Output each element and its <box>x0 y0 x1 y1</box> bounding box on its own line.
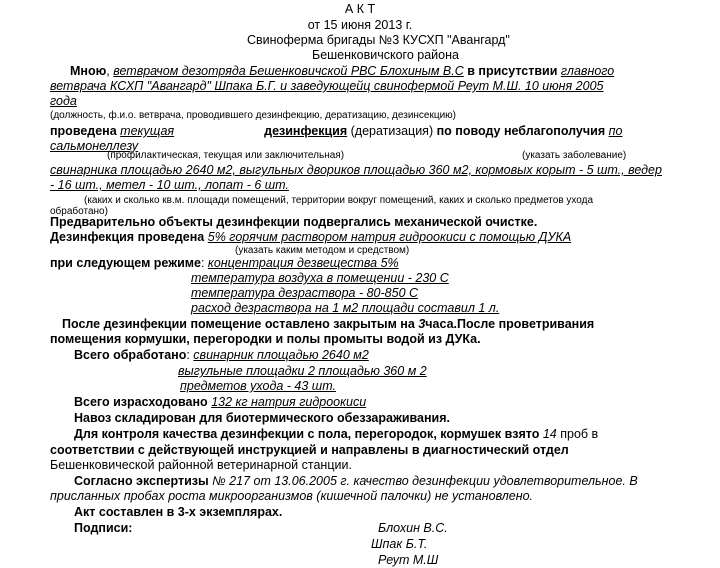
intro-line-1: Мною, ветврачом дезотряда Бешенковичской РВС Блохиным В.С в присутствии главного <box>70 64 615 78</box>
doc-district: Бешенковичского района <box>312 48 459 62</box>
conducted-label: проведена <box>50 124 117 138</box>
presence-label: в присутствии <box>467 64 558 78</box>
signature-3: Реут М.Ш <box>378 553 439 567</box>
after-line-2: помещения кормушки, перегородки и полы промыты водой из ДУКа. <box>50 332 481 346</box>
spent-line <box>74 395 366 410</box>
reason-value-2: сальмонеллезу <box>50 139 139 153</box>
after-text-2: часа.После проветривания <box>425 317 595 331</box>
hint-disease: (указать заболевание) <box>522 150 627 161</box>
control-text-1: Для контроля качества дезинфекции с пола, перегородок, кормушек взято <box>74 427 540 441</box>
control-line-1 <box>74 427 598 442</box>
spent-label: Всего израсходовано <box>74 395 208 409</box>
spent-value: 132 кг натрия гидроокиси <box>211 395 367 409</box>
method-hint: (указать каким методом и средством) <box>235 245 410 256</box>
copies: Акт составлен в 3-х экземплярах. <box>74 505 283 519</box>
mode-line-2: температура дезраствора - 80-850 С <box>191 286 419 300</box>
control-line-2: соответствии с действующей инструкцией и направлены в диагностический отдел <box>50 443 569 457</box>
conducted-line <box>50 124 622 139</box>
mode-line: при следующем режиме: концентрация дезвещества 5% <box>50 256 399 270</box>
manure: Навоз складирован для биотермического обеззараживания. <box>74 411 450 425</box>
mode-label: при следующем режиме <box>50 256 201 270</box>
after-hours: 3 <box>418 317 426 331</box>
doc-date: от 15 июня 2013 г. <box>307 18 413 32</box>
total-label: Всего обработано <box>74 348 187 362</box>
doc-title: А К Т <box>344 2 376 16</box>
mode-line-0: концентрация дезвещества 5% <box>207 256 399 270</box>
conducted-kind: дезинфекция <box>264 124 348 138</box>
reason-value-1: по <box>608 124 623 138</box>
hint-type: (профилактическая, текущая или заключительная) <box>107 150 345 161</box>
control-line-3: Бешенковической районной ветеринарной станции. <box>50 458 352 472</box>
by-label: Мною <box>70 64 107 78</box>
control-count: 14 <box>542 427 557 441</box>
total-line-2: предметов ухода - 43 шт. <box>180 379 336 393</box>
expert-text-1: № 217 от 13.06.2005 г. качество дезинфекции удовлетворительное. В <box>212 474 638 488</box>
method-value: 5% горячим раствором натрия гидроокиси с помощью ДУКА <box>207 230 572 244</box>
presence-value-3: года <box>50 94 77 108</box>
objects-line-2: - 16 шт., метел - 10 шт., лопат - 6 шт. <box>50 178 289 192</box>
doc-org: Свиноферма бригады №3 КУСХП "Авангард" <box>247 33 510 47</box>
expert-line-1 <box>74 474 638 489</box>
reason-label: по поводу неблагополучия <box>436 124 606 138</box>
method-label: Дезинфекция проведена <box>50 230 205 244</box>
mode-line-1: температура воздуха в помещении - 230 С <box>191 271 449 285</box>
after-text-1: После дезинфекции помещение оставлено закрытым на <box>62 317 415 331</box>
presence-value-1: главного <box>560 64 615 78</box>
expert-label: Согласно экспертизы <box>74 474 209 488</box>
method-line <box>50 230 571 245</box>
total-line-0: свинарник площадью 2640 м2 <box>193 348 369 362</box>
signature-1: Блохин В.С. <box>378 521 448 535</box>
mech-cleaning: Предварительно объекты дезинфекции подвергались механической очистке. <box>50 215 538 229</box>
total-line: Всего обработано: свинарник площадью 2640 м2 <box>74 348 369 362</box>
signature-2: Шпак Б.Т. <box>371 537 428 551</box>
objects-line-1: свинарника площадью 2640 м2, выгульных двориков площадью 360 м2, кормовых корыт - 5 шт., ведер <box>50 163 662 177</box>
conducted-type: текущая <box>120 124 175 138</box>
control-text-2: проб в <box>560 427 599 441</box>
expert-line-2: присланных пробах роста микроорганизмов (кишечной палочки) не установлено. <box>50 489 534 503</box>
presence-value-2: ветврача КСХП "Авангард" Шпака Б.Г. и заведующейц свинофермой Реут М.Ш. 10 июня 2005 <box>50 79 604 93</box>
total-line-1: выгульные площадки 2 площадью 360 м 2 <box>178 364 427 378</box>
objects-hint-2: обработано) <box>50 206 108 217</box>
signatures-label: Подписи: <box>74 521 133 535</box>
conducted-kind-alt: (дератизация) <box>350 124 434 138</box>
by-value: ветврачом дезотряда Бешенковичской РВС Блохиным В.С <box>113 64 464 78</box>
after-line-1 <box>62 317 594 332</box>
mode-line-3: расход дезраствора на 1 м2 площади составил 1 л. <box>191 301 500 315</box>
intro-hint: (должность, ф.и.о. ветврача, проводившего дезинфекцию, дератизацию, дезинсекцию) <box>50 110 457 121</box>
objects-hint-1: (каких и сколько кв.м. площади помещений, территории вокруг помещений, каких и сколько предметов ухода <box>84 195 594 206</box>
